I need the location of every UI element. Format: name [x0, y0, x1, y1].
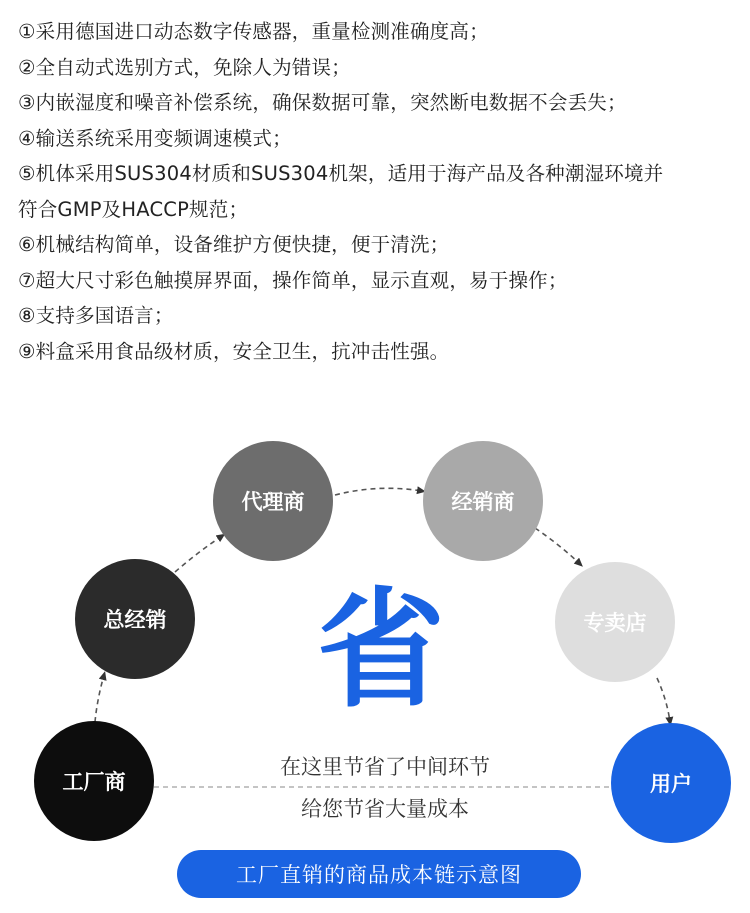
- feature-line: ⑨料盒采用食品级材质，安全卫生，抗冲击性强。: [18, 339, 450, 363]
- arrow-agent-to-dealer: [335, 488, 422, 495]
- feature-line: ⑦超大尺寸彩色触摸屏界面，操作简单，显示直观，易于操作；: [18, 268, 568, 292]
- node-dealer: [423, 441, 543, 561]
- arrow-dealer-to-store: [535, 528, 580, 564]
- feature-line: ⑥机械结构简单，设备维护方便快捷，便于清洗；: [18, 233, 450, 256]
- diagram-caption-banner: 工厂直销的商品成本链示意图: [177, 850, 581, 898]
- node-agent: [213, 441, 333, 561]
- middle-text-top: 在这里节省了中间环节: [280, 755, 490, 779]
- node-store: [555, 562, 675, 682]
- arrow-factory-to-distributor: [95, 675, 104, 722]
- node-general-distributor: [75, 559, 195, 679]
- feature-line: ④输送系统采用变频调速模式；: [18, 126, 292, 150]
- node-user: [611, 723, 731, 843]
- feature-line: ⑤机体采用SUS304材质和SUS304机架，适用于海产品及各种潮湿环境并: [18, 162, 664, 185]
- node-label: 经销商: [451, 490, 515, 514]
- node-label: 总经销: [103, 608, 167, 632]
- node-label: 工厂商: [62, 770, 126, 794]
- center-save-character: 省: [316, 576, 446, 725]
- feature-line: ①采用德国进口动态数字传感器，重量检测准确度高；: [18, 20, 489, 43]
- feature-line: ③内嵌湿度和噪音补偿系统，确保数据可靠，突然断电数据不会丢失；: [18, 91, 627, 114]
- arrow-store-to-user: [657, 678, 670, 722]
- feature-line: ②全自动式选别方式，免除人为错误；: [18, 55, 351, 79]
- node-label: 专卖店: [583, 611, 647, 635]
- node-label: 代理商: [241, 490, 305, 514]
- feature-line: 符合GMP及HACCP规范；: [18, 197, 249, 221]
- feature-line: ⑧支持多国语言；: [18, 304, 174, 327]
- middle-text-bottom: 给您节省大量成本: [301, 797, 469, 821]
- arrow-distributor-to-agent: [175, 536, 222, 572]
- node-factory: [34, 721, 154, 841]
- node-label: 用户: [650, 772, 692, 796]
